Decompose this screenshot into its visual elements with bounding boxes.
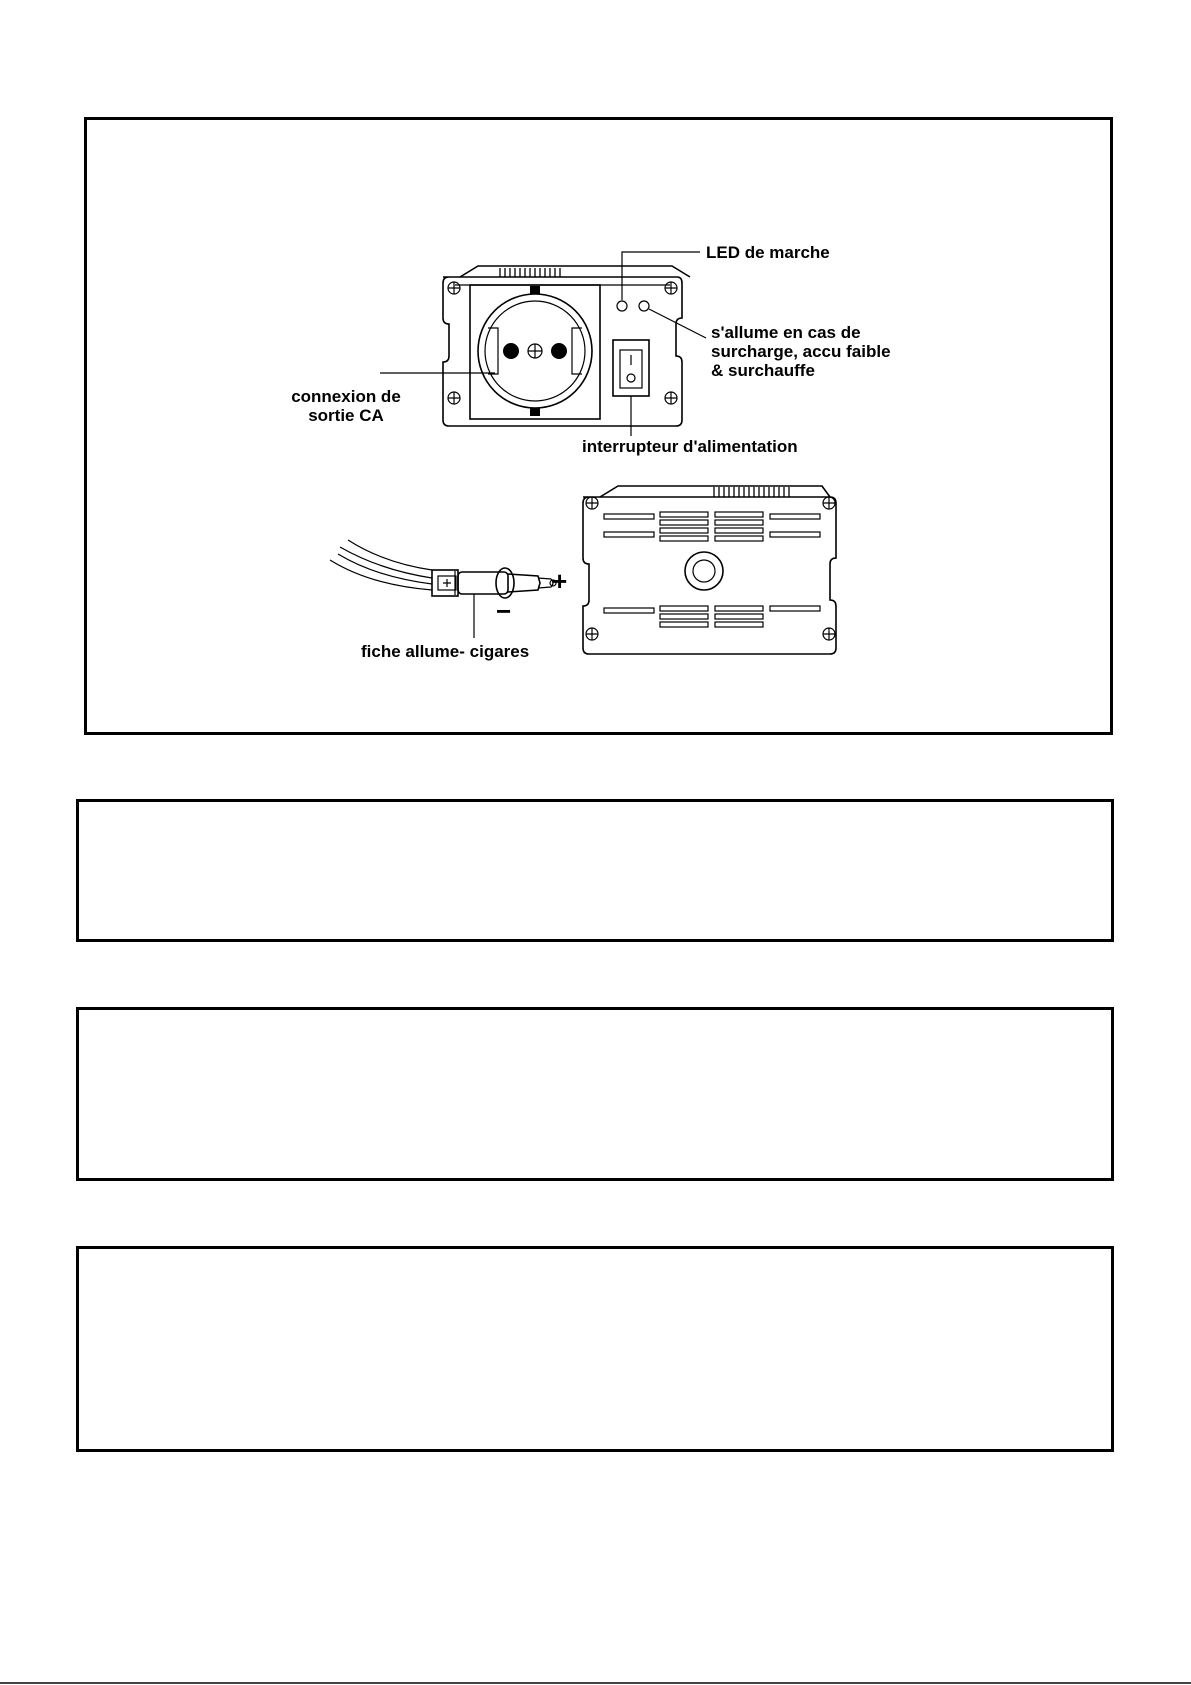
- label-plug: fiche allume- cigares: [361, 642, 530, 661]
- empty-box-3: [76, 1246, 1114, 1452]
- vent-slot: [660, 520, 708, 525]
- label-led: LED de marche: [706, 243, 830, 262]
- label-warning-3: & surchauffe: [711, 361, 815, 380]
- vent-slot: [770, 514, 820, 519]
- page-bottom-border: [0, 1682, 1191, 1684]
- cigarette-plug: [330, 540, 556, 598]
- front-screw-bl: [448, 392, 460, 404]
- label-ac-2: sortie CA: [308, 406, 384, 425]
- empty-box-2: [76, 1007, 1114, 1181]
- back-screw-tr: [823, 497, 835, 509]
- label-warning-1: s'allume en cas de: [711, 323, 861, 342]
- warning-leader-line: [649, 309, 706, 338]
- vent-slot: [770, 606, 820, 611]
- vent-slot: [660, 512, 708, 517]
- front-screw-br: [665, 392, 677, 404]
- vent-slot: [715, 528, 763, 533]
- back-screw-bl: [586, 628, 598, 640]
- socket-pin-left: [503, 343, 519, 359]
- back-screw-br: [823, 628, 835, 640]
- vent-slot: [660, 528, 708, 533]
- vent-slot: [715, 606, 763, 611]
- vent-slot: [660, 622, 708, 627]
- label-ac-1: connexion de: [291, 387, 401, 406]
- vent-slot: [604, 532, 654, 537]
- front-screw-tr: [665, 282, 677, 294]
- vent-slot: [715, 512, 763, 517]
- label-switch: interrupteur d'alimentation: [582, 437, 798, 456]
- vent-slot: [715, 520, 763, 525]
- empty-box-1: [76, 799, 1114, 942]
- vent-slot: [604, 514, 654, 519]
- cigarette-socket-port: [685, 552, 723, 590]
- vent-slot: [715, 536, 763, 541]
- vent-slot: [660, 536, 708, 541]
- ac-socket: [470, 285, 600, 419]
- vent-slot: [715, 622, 763, 627]
- vent-slot: [715, 614, 763, 619]
- power-switch: [613, 340, 649, 396]
- front-cooling-fins: [460, 266, 690, 277]
- back-screw-tl: [586, 497, 598, 509]
- back-vents: [604, 512, 820, 627]
- vent-slot: [770, 532, 820, 537]
- inverter-front-panel: [443, 266, 690, 426]
- warning-led: [639, 301, 649, 311]
- label-warning-2: surcharge, accu faible: [711, 342, 891, 361]
- inverter-back-panel: [583, 486, 836, 654]
- front-screw-tl: [448, 282, 460, 294]
- power-led: [617, 301, 627, 311]
- label-plus: +: [552, 566, 568, 596]
- vent-slot: [604, 608, 654, 613]
- socket-pin-right: [551, 343, 567, 359]
- vent-slot: [660, 614, 708, 619]
- vent-slot: [660, 606, 708, 611]
- label-minus: −: [496, 596, 512, 626]
